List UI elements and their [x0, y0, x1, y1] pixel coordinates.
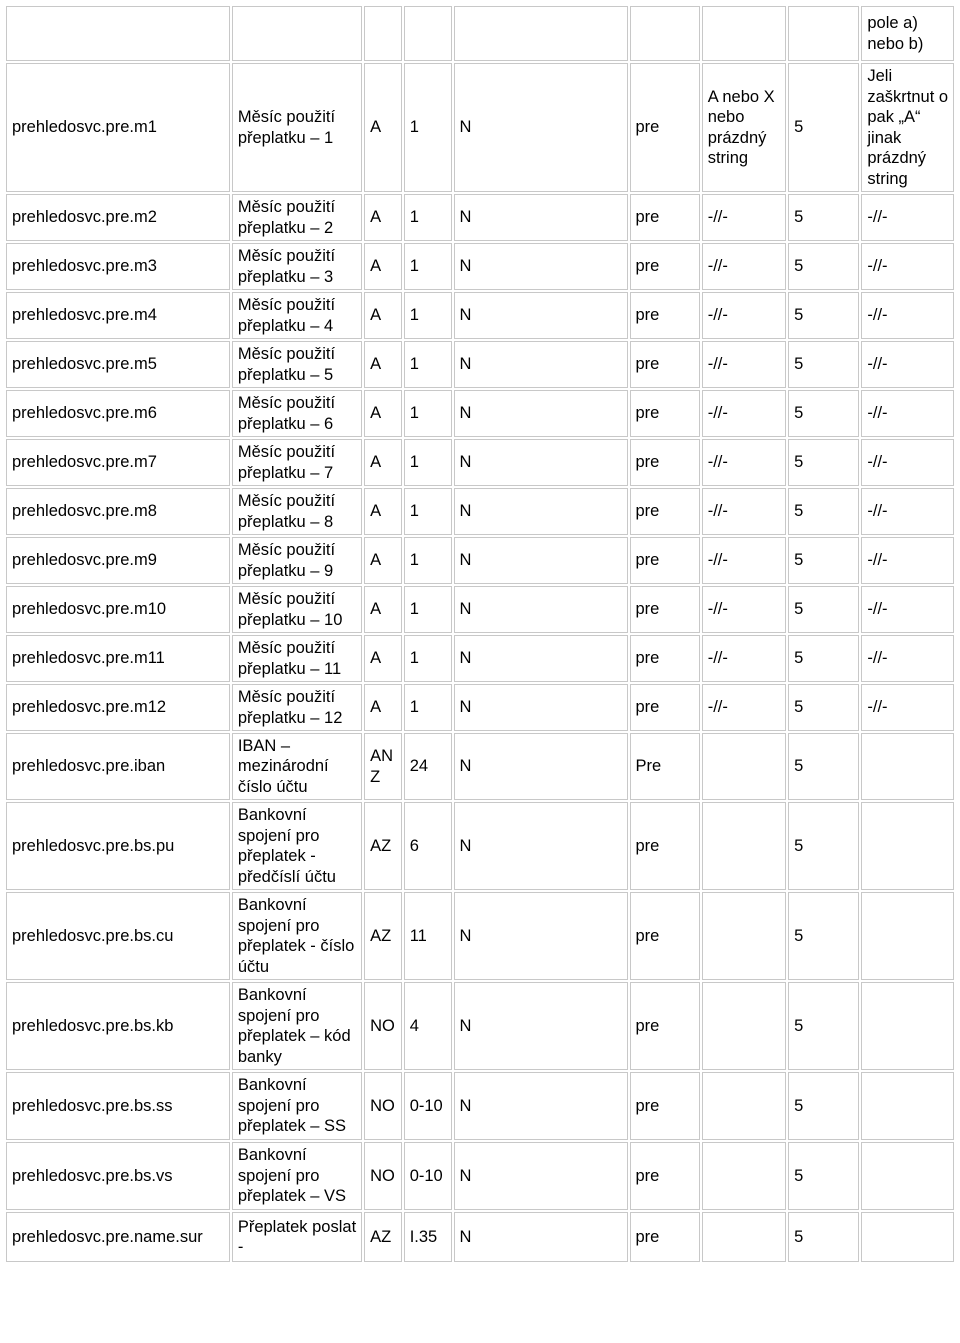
level-cell: 5 [788, 194, 859, 241]
field-name-cell: prehledosvc.pre.m2 [6, 194, 230, 241]
type-cell: A [364, 292, 402, 339]
header-cell [232, 6, 362, 61]
type-cell: A [364, 341, 402, 388]
table-row [6, 684, 954, 731]
field-name-cell: prehledosvc.pre.bs.kb [6, 982, 230, 1070]
note-cell: -//- [861, 439, 954, 486]
condition-cell [702, 802, 786, 890]
condition-cell: -//- [702, 194, 786, 241]
length-cell: 1 [404, 684, 452, 731]
table-row [6, 1142, 954, 1210]
note-cell [861, 802, 954, 890]
table-row [6, 537, 954, 584]
description-cell: Bankovní spojení pro přeplatek – kód banky [232, 982, 362, 1070]
level-cell: 5 [788, 982, 859, 1070]
condition-cell: -//- [702, 292, 786, 339]
description-cell: Měsíc použití přeplatku – 3 [232, 243, 362, 290]
note-cell: -//- [861, 341, 954, 388]
header-cell [404, 6, 452, 61]
condition-cell: A nebo X nebo prázdný string [702, 63, 786, 192]
field-name-cell: prehledosvc.pre.m9 [6, 537, 230, 584]
format-cell: pre [630, 292, 700, 339]
format-cell: pre [630, 63, 700, 192]
table-row [6, 1212, 954, 1262]
table-row [6, 488, 954, 535]
length-cell: 6 [404, 802, 452, 890]
required-cell: N [454, 892, 628, 980]
type-cell: NO [364, 1142, 402, 1210]
note-cell: -//- [861, 194, 954, 241]
description-cell: Měsíc použití přeplatku – 11 [232, 635, 362, 682]
required-cell: N [454, 63, 628, 192]
condition-cell: -//- [702, 439, 786, 486]
table-row [6, 635, 954, 682]
condition-cell [702, 1212, 786, 1262]
format-cell: Pre [630, 733, 700, 800]
format-cell: pre [630, 982, 700, 1070]
format-cell: pre [630, 635, 700, 682]
header-cell [788, 6, 859, 61]
table-row [6, 1072, 954, 1140]
type-cell: AZ [364, 802, 402, 890]
table-row [6, 390, 954, 437]
required-cell: N [454, 733, 628, 800]
description-cell: Bankovní spojení pro přeplatek - předčíslí účtu [232, 802, 362, 890]
type-cell: A [364, 243, 402, 290]
format-cell: pre [630, 586, 700, 633]
field-name-cell: prehledosvc.pre.m5 [6, 341, 230, 388]
table-row [6, 892, 954, 980]
level-cell: 5 [788, 1212, 859, 1262]
length-cell: 0-10 [404, 1142, 452, 1210]
required-cell: N [454, 1142, 628, 1210]
required-cell: N [454, 341, 628, 388]
note-cell [861, 1072, 954, 1140]
type-cell: A [364, 390, 402, 437]
description-cell: Měsíc použití přeplatku – 2 [232, 194, 362, 241]
format-cell: pre [630, 341, 700, 388]
length-cell: 1 [404, 341, 452, 388]
format-cell: pre [630, 243, 700, 290]
condition-cell [702, 1072, 786, 1140]
field-name-cell: prehledosvc.pre.m10 [6, 586, 230, 633]
header-cell [454, 6, 628, 61]
length-cell: 1 [404, 439, 452, 486]
type-cell: A [364, 63, 402, 192]
level-cell: 5 [788, 243, 859, 290]
field-name-cell: prehledosvc.pre.bs.vs [6, 1142, 230, 1210]
level-cell: 5 [788, 733, 859, 800]
type-cell: NO [364, 982, 402, 1070]
description-cell: Měsíc použití přeplatku – 10 [232, 586, 362, 633]
required-cell: N [454, 194, 628, 241]
format-cell: pre [630, 537, 700, 584]
header-cell-note: pole a) nebo b) [861, 6, 954, 61]
type-cell: A [364, 586, 402, 633]
note-cell: -//- [861, 635, 954, 682]
condition-cell [702, 733, 786, 800]
length-cell: 1 [404, 635, 452, 682]
table-row [6, 586, 954, 633]
required-cell: N [454, 537, 628, 584]
length-cell: 1 [404, 537, 452, 584]
format-cell: pre [630, 488, 700, 535]
table-body [6, 6, 954, 1262]
format-cell: pre [630, 802, 700, 890]
table-row [6, 439, 954, 486]
length-cell: 1 [404, 194, 452, 241]
length-cell: 1 [404, 63, 452, 192]
description-cell: Přeplatek poslat - [232, 1212, 362, 1262]
condition-cell: -//- [702, 537, 786, 584]
field-name-cell: prehledosvc.pre.m8 [6, 488, 230, 535]
required-cell: N [454, 488, 628, 535]
level-cell: 5 [788, 292, 859, 339]
type-cell: A [364, 194, 402, 241]
required-cell: N [454, 1072, 628, 1140]
field-name-cell: prehledosvc.pre.m11 [6, 635, 230, 682]
field-name-cell: prehledosvc.pre.bs.cu [6, 892, 230, 980]
field-name-cell: prehledosvc.pre.m12 [6, 684, 230, 731]
table-row [6, 982, 954, 1070]
length-cell: I.35 [404, 1212, 452, 1262]
condition-cell: -//- [702, 684, 786, 731]
level-cell: 5 [788, 488, 859, 535]
description-cell: Měsíc použití přeplatku – 9 [232, 537, 362, 584]
condition-cell: -//- [702, 341, 786, 388]
description-cell: Bankovní spojení pro přeplatek – VS [232, 1142, 362, 1210]
format-cell: pre [630, 684, 700, 731]
header-cell [702, 6, 786, 61]
field-name-cell: prehledosvc.pre.m7 [6, 439, 230, 486]
length-cell: 1 [404, 292, 452, 339]
format-cell: pre [630, 390, 700, 437]
table-row [6, 243, 954, 290]
table-row [6, 733, 954, 800]
note-cell: -//- [861, 684, 954, 731]
field-name-cell: prehledosvc.pre.name.sur [6, 1212, 230, 1262]
required-cell: N [454, 982, 628, 1070]
level-cell: 5 [788, 1142, 859, 1210]
table-row [6, 63, 954, 192]
table-row [6, 194, 954, 241]
header-cell [6, 6, 230, 61]
table-header-row [6, 6, 954, 61]
field-name-cell: prehledosvc.pre.m3 [6, 243, 230, 290]
length-cell: 4 [404, 982, 452, 1070]
required-cell: N [454, 586, 628, 633]
condition-cell [702, 892, 786, 980]
length-cell: 24 [404, 733, 452, 800]
level-cell: 5 [788, 802, 859, 890]
description-cell: IBAN – mezinárodní číslo účtu [232, 733, 362, 800]
note-cell [861, 1142, 954, 1210]
field-name-cell: prehledosvc.pre.m4 [6, 292, 230, 339]
type-cell: NO [364, 1072, 402, 1140]
table-row [6, 292, 954, 339]
note-cell [861, 982, 954, 1070]
field-name-cell: prehledosvc.pre.m6 [6, 390, 230, 437]
required-cell: N [454, 684, 628, 731]
field-name-cell: prehledosvc.pre.bs.ss [6, 1072, 230, 1140]
note-cell: Jeli zaškrtnut o pak „A“ jinak prázdný string [861, 63, 954, 192]
level-cell: 5 [788, 586, 859, 633]
type-cell: AZ [364, 892, 402, 980]
condition-cell: -//- [702, 635, 786, 682]
length-cell: 0-10 [404, 1072, 452, 1140]
note-cell [861, 1212, 954, 1262]
required-cell: N [454, 802, 628, 890]
format-cell: pre [630, 1072, 700, 1140]
required-cell: N [454, 439, 628, 486]
condition-cell: -//- [702, 243, 786, 290]
format-cell: pre [630, 1212, 700, 1262]
note-cell [861, 892, 954, 980]
description-cell: Bankovní spojení pro přeplatek – SS [232, 1072, 362, 1140]
field-name-cell: prehledosvc.pre.m1 [6, 63, 230, 192]
condition-cell: -//- [702, 488, 786, 535]
note-cell: -//- [861, 586, 954, 633]
level-cell: 5 [788, 684, 859, 731]
required-cell: N [454, 1212, 628, 1262]
required-cell: N [454, 292, 628, 339]
header-cell [630, 6, 700, 61]
type-cell: A [364, 635, 402, 682]
format-cell: pre [630, 194, 700, 241]
condition-cell: -//- [702, 390, 786, 437]
note-cell: -//- [861, 488, 954, 535]
description-cell: Měsíc použití přeplatku – 8 [232, 488, 362, 535]
required-cell: N [454, 243, 628, 290]
table-row [6, 341, 954, 388]
description-cell: Měsíc použití přeplatku – 7 [232, 439, 362, 486]
description-cell: Měsíc použití přeplatku – 12 [232, 684, 362, 731]
note-cell: -//- [861, 537, 954, 584]
format-cell: pre [630, 1142, 700, 1210]
type-cell: AN Z [364, 733, 402, 800]
note-cell: -//- [861, 292, 954, 339]
table-row [6, 802, 954, 890]
condition-cell [702, 982, 786, 1070]
description-cell: Měsíc použití přeplatku – 4 [232, 292, 362, 339]
description-cell: Měsíc použití přeplatku – 1 [232, 63, 362, 192]
note-cell: -//- [861, 390, 954, 437]
required-cell: N [454, 635, 628, 682]
length-cell: 1 [404, 390, 452, 437]
length-cell: 1 [404, 488, 452, 535]
field-spec-table [4, 4, 956, 1264]
field-name-cell: prehledosvc.pre.iban [6, 733, 230, 800]
level-cell: 5 [788, 341, 859, 388]
note-cell: -//- [861, 243, 954, 290]
type-cell: A [364, 488, 402, 535]
level-cell: 5 [788, 892, 859, 980]
length-cell: 1 [404, 243, 452, 290]
length-cell: 1 [404, 586, 452, 633]
description-cell: Měsíc použití přeplatku – 6 [232, 390, 362, 437]
level-cell: 5 [788, 390, 859, 437]
type-cell: A [364, 537, 402, 584]
required-cell: N [454, 390, 628, 437]
level-cell: 5 [788, 439, 859, 486]
level-cell: 5 [788, 1072, 859, 1140]
type-cell: A [364, 684, 402, 731]
condition-cell: -//- [702, 586, 786, 633]
length-cell: 11 [404, 892, 452, 980]
type-cell: A [364, 439, 402, 486]
format-cell: pre [630, 439, 700, 486]
field-name-cell: prehledosvc.pre.bs.pu [6, 802, 230, 890]
level-cell: 5 [788, 635, 859, 682]
description-cell: Měsíc použití přeplatku – 5 [232, 341, 362, 388]
level-cell: 5 [788, 63, 859, 192]
level-cell: 5 [788, 537, 859, 584]
description-cell: Bankovní spojení pro přeplatek - číslo účtu [232, 892, 362, 980]
type-cell: AZ [364, 1212, 402, 1262]
format-cell: pre [630, 892, 700, 980]
condition-cell [702, 1142, 786, 1210]
note-cell [861, 733, 954, 800]
header-cell [364, 6, 402, 61]
